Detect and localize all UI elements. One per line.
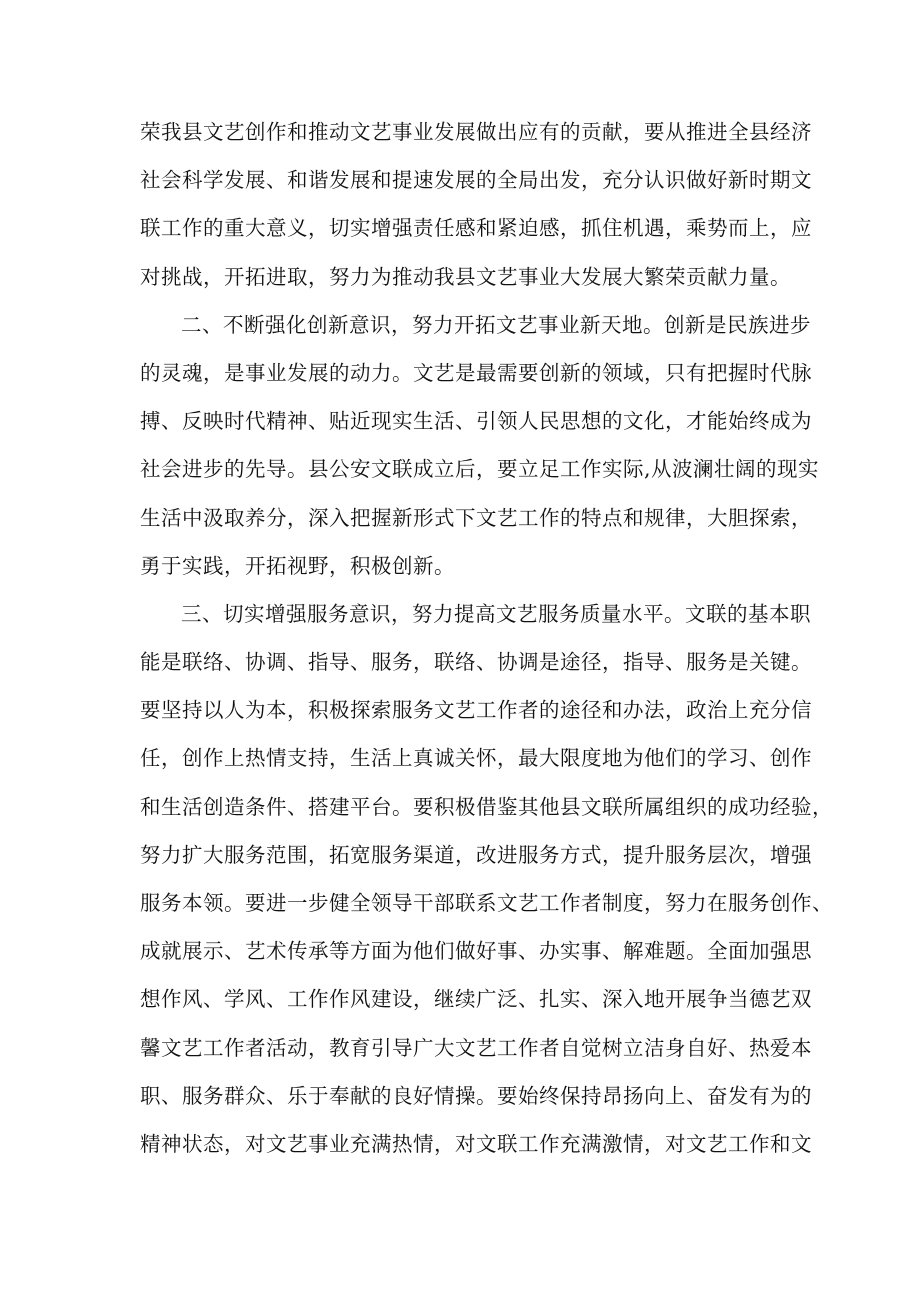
text-line: 服务本领。要进一步健全领导干部联系文艺工作者制度，努力在服务创作、 xyxy=(140,891,833,915)
text-line: 社会进步的先导。县公安文联成立后，要立足工作实际,从波澜壮阔的现实 xyxy=(140,457,820,482)
text-line: 联工作的重大意义，切实增强责任感和紧迫感，抓住机遇，乘势而上，应 xyxy=(140,216,812,241)
text-line: 馨文艺工作者活动，教育引导广大文艺工作者自觉树立洁身自好、热爱本 xyxy=(140,1035,812,1060)
text-line: 职、服务群众、乐于奉献的良好情操。要始终保持昂扬向上、奋发有为的 xyxy=(140,1083,812,1108)
text-line: 搏、反映时代精神、贴近现实生活、引领人民思想的文化，才能始终成为 xyxy=(140,409,812,434)
text-line: 想作风、学风、工作作风建设，继续广泛、扎实、深入地开展争当德艺双 xyxy=(140,987,812,1012)
text-line: 的灵魂，是事业发展的动力。文艺是最需要创新的领域，只有把握时代脉 xyxy=(140,360,812,385)
paragraph-2-first-line: 二、不断强化创新意识，努力开拓文艺事业新天地。创新是民族进步 xyxy=(181,312,811,337)
text-line: 要坚持以人为本，积极探索服务文艺工作者的途径和办法，政治上充分信 xyxy=(140,698,812,723)
text-line: 任，创作上热情支持，生活上真诚关怀，最大限度地为他们的学习、创作 xyxy=(140,746,812,771)
text-line: 对挑战，开拓进取，努力为推动我县文艺事业大发展大繁荣贡献力量。 xyxy=(140,264,791,289)
text-line: 努力扩大服务范围，拓宽服务渠道，改进服务方式，提升服务层次，增强 xyxy=(140,842,812,867)
text-line: 生活中汲取养分，深入把握新形式下文艺工作的特点和规律，大胆探索， xyxy=(140,505,812,530)
document-body xyxy=(140,108,833,1168)
text-line: 社会科学发展、和谐发展和提速发展的全局出发，充分认识做好新时期文 xyxy=(140,168,812,193)
paragraph-3-first-line: 三、切实增强服务意识，努力提高文艺服务质量水平。文联的基本职 xyxy=(181,601,811,626)
text-line: 荣我县文艺创作和推动文艺事业发展做出应有的贡献，要从推进全县经济 xyxy=(140,120,812,144)
text-line: 勇于实践，开拓视野，积极创新。 xyxy=(140,553,455,578)
text-line: 能是联络、协调、指导、服务，联络、协调是途径，指导、服务是关键。 xyxy=(140,650,812,675)
text-line: 成就展示、艺术传承等方面为他们做好事、办实事、解难题。全面加强思 xyxy=(140,939,812,964)
text-line: 精神状态，对文艺事业充满热情，对文联工作充满激情，对文艺工作和文 xyxy=(140,1131,812,1156)
text-line: 和生活创造条件、搭建平台。要积极借鉴其他县文联所属组织的成功经验， xyxy=(140,794,833,819)
